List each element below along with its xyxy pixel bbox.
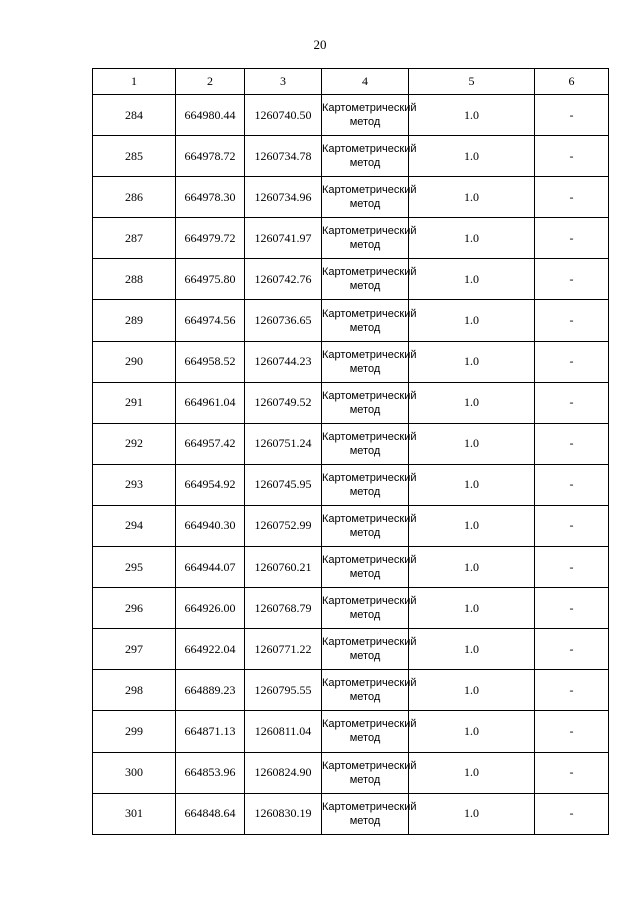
table-row — [93, 177, 609, 218]
method-text-line: метод — [349, 773, 381, 786]
table-row — [93, 423, 609, 464]
x-coordinate-cell: 664957.42 — [176, 423, 245, 464]
description-cell: - — [535, 629, 609, 670]
method-text-line: метод — [349, 321, 381, 334]
method-text-line: метод — [349, 609, 381, 622]
point-number-cell: 290 — [93, 341, 176, 382]
accuracy-cell: 1.0 — [409, 505, 535, 546]
y-coordinate-cell: 1260734.96 — [245, 177, 322, 218]
method-cell — [322, 95, 417, 136]
table-row — [93, 382, 609, 423]
table-row — [93, 670, 609, 711]
table-row — [93, 505, 609, 546]
method-cell — [322, 300, 417, 341]
method-text-line: Картометрический — [322, 800, 417, 813]
point-number-cell: 284 — [93, 95, 176, 136]
description-cell: - — [535, 588, 609, 629]
description-cell: - — [535, 95, 609, 136]
point-number-cell: 285 — [93, 136, 176, 177]
description-cell: - — [535, 177, 609, 218]
table-row — [93, 711, 609, 752]
table-header-row — [93, 69, 609, 95]
description-cell: - — [535, 382, 609, 423]
method-text-line: Картометрический — [322, 266, 417, 279]
description-cell: - — [535, 341, 609, 382]
point-number-cell: 289 — [93, 300, 176, 341]
accuracy-cell: 1.0 — [409, 177, 535, 218]
description-cell: - — [535, 670, 609, 711]
method-text-line: Картометрический — [322, 102, 417, 115]
x-coordinate-cell: 664980.44 — [176, 95, 245, 136]
method-text-line: метод — [349, 732, 381, 745]
method-cell — [322, 505, 417, 546]
method-cell — [322, 341, 417, 382]
x-coordinate-cell: 664853.96 — [176, 752, 245, 793]
x-coordinate-cell: 664889.23 — [176, 670, 245, 711]
description-cell: - — [535, 793, 609, 834]
description-cell: - — [535, 711, 609, 752]
method-text-line: метод — [349, 691, 381, 704]
column-header: 1 — [93, 69, 176, 95]
method-cell — [322, 423, 417, 464]
x-coordinate-cell: 664958.52 — [176, 341, 245, 382]
y-coordinate-cell: 1260740.50 — [245, 95, 322, 136]
accuracy-cell: 1.0 — [409, 300, 535, 341]
accuracy-cell: 1.0 — [409, 423, 535, 464]
x-coordinate-cell: 664961.04 — [176, 382, 245, 423]
point-number-cell: 291 — [93, 382, 176, 423]
method-text-line: Картометрический — [322, 184, 417, 197]
accuracy-cell: 1.0 — [409, 670, 535, 711]
y-coordinate-cell: 1260742.76 — [245, 259, 322, 300]
accuracy-cell: 1.0 — [409, 341, 535, 382]
method-text-line: метод — [349, 814, 381, 827]
method-text-line: Картометрический — [322, 759, 417, 772]
x-coordinate-cell: 664871.13 — [176, 711, 245, 752]
y-coordinate-cell: 1260771.22 — [245, 629, 322, 670]
method-text-line: Картометрический — [322, 512, 417, 525]
method-cell — [322, 547, 417, 588]
method-text-line: метод — [349, 280, 381, 293]
x-coordinate-cell: 664975.80 — [176, 259, 245, 300]
method-cell — [322, 136, 417, 177]
method-cell — [322, 629, 417, 670]
method-text-line: Картометрический — [322, 389, 417, 402]
method-cell — [322, 670, 417, 711]
accuracy-cell: 1.0 — [409, 793, 535, 834]
accuracy-cell: 1.0 — [409, 629, 535, 670]
y-coordinate-cell: 1260795.55 — [245, 670, 322, 711]
method-text-line: метод — [349, 362, 381, 375]
accuracy-cell: 1.0 — [409, 464, 535, 505]
method-text-line: метод — [349, 403, 381, 416]
description-cell: - — [535, 259, 609, 300]
method-text-line: Картометрический — [322, 636, 417, 649]
x-coordinate-cell: 664954.92 — [176, 464, 245, 505]
x-coordinate-cell: 664979.72 — [176, 218, 245, 259]
method-text-line: Картометрический — [322, 677, 417, 690]
accuracy-cell: 1.0 — [409, 588, 535, 629]
x-coordinate-cell: 664940.30 — [176, 505, 245, 546]
point-number-cell: 294 — [93, 505, 176, 546]
point-number-cell: 298 — [93, 670, 176, 711]
table-row — [93, 218, 609, 259]
method-text-line: Картометрический — [322, 595, 417, 608]
method-cell — [322, 382, 417, 423]
description-cell: - — [535, 218, 609, 259]
method-text-line: Картометрический — [322, 718, 417, 731]
method-text-line: метод — [349, 157, 381, 170]
y-coordinate-cell: 1260751.24 — [245, 423, 322, 464]
coordinates-table — [92, 68, 609, 835]
table-row — [93, 629, 609, 670]
column-header: 6 — [535, 69, 609, 95]
method-text-line: метод — [349, 568, 381, 581]
x-coordinate-cell: 664978.30 — [176, 177, 245, 218]
method-text-line: Картометрический — [322, 307, 417, 320]
method-text-line: метод — [349, 650, 381, 663]
table-row — [93, 259, 609, 300]
point-number-cell: 292 — [93, 423, 176, 464]
point-number-cell: 286 — [93, 177, 176, 218]
table-row — [93, 752, 609, 793]
y-coordinate-cell: 1260745.95 — [245, 464, 322, 505]
accuracy-cell: 1.0 — [409, 136, 535, 177]
description-cell: - — [535, 547, 609, 588]
point-number-cell: 295 — [93, 547, 176, 588]
description-cell: - — [535, 464, 609, 505]
method-cell — [322, 711, 417, 752]
x-coordinate-cell: 664974.56 — [176, 300, 245, 341]
column-header: 4 — [322, 69, 409, 95]
column-header: 2 — [176, 69, 245, 95]
method-text-line: метод — [349, 485, 381, 498]
point-number-cell: 288 — [93, 259, 176, 300]
x-coordinate-cell: 664944.07 — [176, 547, 245, 588]
table-row — [93, 300, 609, 341]
description-cell: - — [535, 752, 609, 793]
description-cell: - — [535, 300, 609, 341]
accuracy-cell: 1.0 — [409, 711, 535, 752]
y-coordinate-cell: 1260830.19 — [245, 793, 322, 834]
table-row — [93, 588, 609, 629]
method-text-line: метод — [349, 444, 381, 457]
point-number-cell: 287 — [93, 218, 176, 259]
table-row — [93, 547, 609, 588]
accuracy-cell: 1.0 — [409, 547, 535, 588]
table-row — [93, 793, 609, 834]
accuracy-cell: 1.0 — [409, 95, 535, 136]
method-text-line: Картометрический — [322, 348, 417, 361]
y-coordinate-cell: 1260760.21 — [245, 547, 322, 588]
y-coordinate-cell: 1260811.04 — [245, 711, 322, 752]
x-coordinate-cell: 664848.64 — [176, 793, 245, 834]
y-coordinate-cell: 1260749.52 — [245, 382, 322, 423]
method-text-line: метод — [349, 526, 381, 539]
method-text-line: метод — [349, 198, 381, 211]
description-cell: - — [535, 423, 609, 464]
page-number: 20 — [313, 37, 327, 52]
method-text-line: Картометрический — [322, 430, 417, 443]
method-cell — [322, 259, 417, 300]
x-coordinate-cell: 664978.72 — [176, 136, 245, 177]
point-number-cell: 301 — [93, 793, 176, 834]
method-cell — [322, 793, 417, 834]
y-coordinate-cell: 1260734.78 — [245, 136, 322, 177]
x-coordinate-cell: 664922.04 — [176, 629, 245, 670]
table-row — [93, 341, 609, 382]
point-number-cell: 297 — [93, 629, 176, 670]
column-header: 5 — [409, 69, 535, 95]
method-cell — [322, 588, 417, 629]
point-number-cell: 296 — [93, 588, 176, 629]
description-cell: - — [535, 505, 609, 546]
method-cell — [322, 177, 417, 218]
column-header: 3 — [245, 69, 322, 95]
method-text-line: метод — [349, 116, 381, 129]
point-number-cell: 300 — [93, 752, 176, 793]
table-body — [93, 95, 609, 835]
accuracy-cell: 1.0 — [409, 382, 535, 423]
method-text-line: Картометрический — [322, 225, 417, 238]
method-text-line: Картометрический — [322, 471, 417, 484]
accuracy-cell: 1.0 — [409, 259, 535, 300]
point-number-cell: 293 — [93, 464, 176, 505]
method-cell — [322, 464, 417, 505]
description-cell: - — [535, 136, 609, 177]
method-cell — [322, 218, 417, 259]
accuracy-cell: 1.0 — [409, 218, 535, 259]
method-text-line: Картометрический — [322, 554, 417, 567]
table-row — [93, 136, 609, 177]
y-coordinate-cell: 1260768.79 — [245, 588, 322, 629]
method-cell — [322, 752, 417, 793]
table-row — [93, 464, 609, 505]
x-coordinate-cell: 664926.00 — [176, 588, 245, 629]
accuracy-cell: 1.0 — [409, 752, 535, 793]
point-number-cell: 299 — [93, 711, 176, 752]
method-text-line: Картометрический — [322, 143, 417, 156]
table-row — [93, 95, 609, 136]
y-coordinate-cell: 1260824.90 — [245, 752, 322, 793]
y-coordinate-cell: 1260741.97 — [245, 218, 322, 259]
y-coordinate-cell: 1260744.23 — [245, 341, 322, 382]
method-text-line: метод — [349, 239, 381, 252]
y-coordinate-cell: 1260736.65 — [245, 300, 322, 341]
y-coordinate-cell: 1260752.99 — [245, 505, 322, 546]
